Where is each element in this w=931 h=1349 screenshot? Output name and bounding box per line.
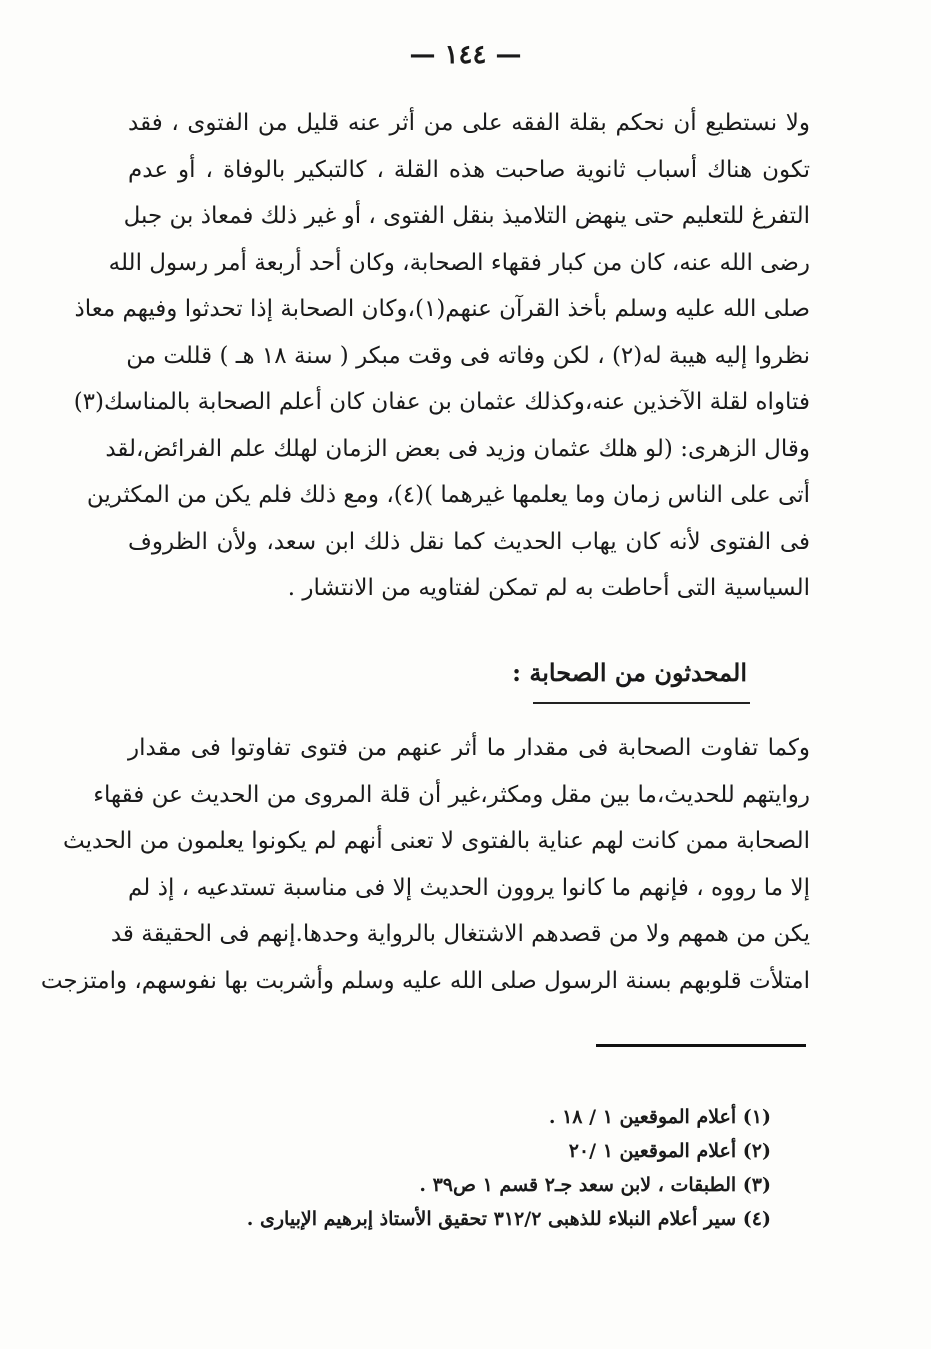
text-line: أتى على الناس زمان وما يعلمها غيرهما )(٤)، ومع ذلك فلم يكن من المكثرين <box>86 482 810 508</box>
text-line: رضى الله عنه، كان من كبار فقهاء الصحابة، وكان أحد أربعة أمر رسول الله <box>108 249 810 276</box>
text-line: الصحابة ممن كانت لهم عناية بالفتوى لا تعنى أنهم لم يكونوا يعلمون من الحديث <box>63 828 810 854</box>
heading-underline <box>533 702 750 704</box>
paragraph-fatwa-scarcity <box>73 100 810 612</box>
paragraph-hadith-narrators <box>40 725 810 1004</box>
text-line: نظروا إليه هيبة له(٢) ، لكن وفاته فى وقت مبكر ( سنة ١٨ هـ ) قللت من <box>126 342 810 369</box>
footnotes <box>247 1100 771 1236</box>
text-line: التفرغ للتعليم حتى ينهض التلاميذ بنقل الفتوى ، أو غير ذلك فمعاذ بن جبل <box>123 203 810 229</box>
footnote-divider <box>596 1044 806 1047</box>
text-line: وكما تفاوت الصحابة فى مقدار ما أثر عنهم من فتوى تفاوتوا فى مقدار <box>128 735 810 761</box>
text-line: صلى الله عليه وسلم بأخذ القرآن عنهم(١)،وكان الصحابة إذا تحدثوا وفيهم معاذ <box>74 296 810 322</box>
footnote: (٢) أعلام الموقعين ١ /٢٠ <box>568 1140 771 1162</box>
footnote: (١) أعلام الموقعين ١ / ١٨ . <box>548 1106 771 1128</box>
text-line: تكون هناك أسباب ثانوية صاحبت هذه القلة ، كالتبكير بالوفاة ، أو عدم <box>128 156 810 183</box>
text-line: فى الفتوى لأنه كان يهاب الحديث كما نقل ذلك ابن سعد، ولأن الظروف <box>128 528 810 555</box>
text-line: يكن من همهم ولا من قصدهم الاشتغال بالرواية وحدها.إنهم فى الحقيقة قد <box>110 921 810 947</box>
text-line: امتلأت قلوبهم بسنة الرسول صلى الله عليه وسلم وأشربت بها نفوسهم، وامتزجت <box>40 967 810 994</box>
text-line: فتاواه لقلة الآخذين عنه،وكذلك عثمان بن عفان كان أعلم الصحابة بالمناسك(٣) <box>73 389 810 415</box>
footnote: (٤) سير أعلام النبلاء للذهبى ٣١٢/٢ تحقيق الأستاذ إبرهيم الإبيارى . <box>246 1208 771 1230</box>
section-heading: المحدثون من الصحابة : <box>512 658 747 687</box>
footnote: (٣) الطبقات ، لابن سعد جـ٢ قسم ١ ص٣٩ . <box>419 1174 771 1196</box>
text-line: ولا نستطيع أن نحكم بقلة الفقه على من أثر عنه قليل من الفتوى ، فقد <box>128 110 810 136</box>
text-line: وقال الزهرى: (لو هلك عثمان وزيد فى بعض الزمان لهلك علم الفرائض،لقد <box>105 435 810 462</box>
text-line: إلا ما رووه ، فإنهم ما كانوا يروون الحديث إلا فى مناسبة تستدعيه ، إذ لم <box>128 874 810 901</box>
text-line: روايتهم للحديث،ما بين مقل ومكثر،غير أن قلة المروى من الحديث عن فقهاء <box>93 781 810 808</box>
text-line: السياسية التى أحاطت به لم تمكن لفتاويه من الانتشار . <box>287 575 810 601</box>
page-number: — ١٤٤ — <box>409 40 522 70</box>
